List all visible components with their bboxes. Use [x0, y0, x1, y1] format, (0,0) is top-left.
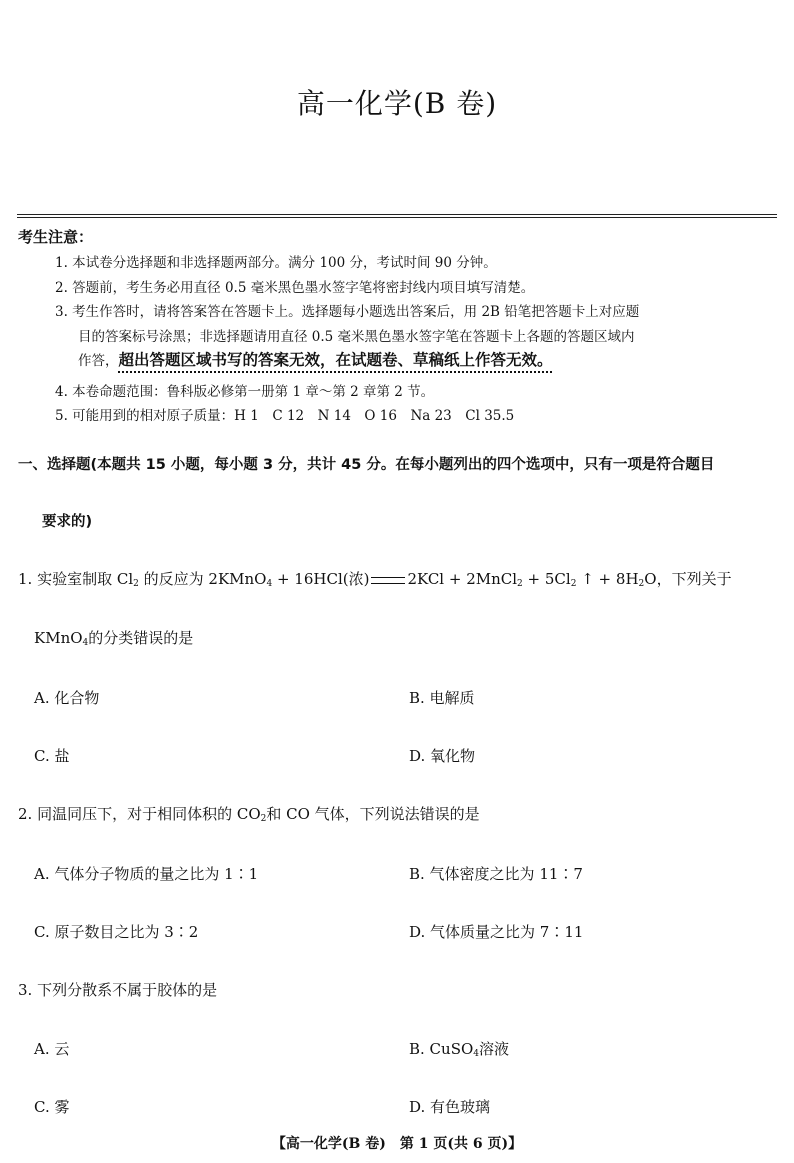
q2-text: 和 CO 气体，下列说法错误的是	[266, 805, 480, 823]
q1-subscript: 2	[570, 579, 577, 589]
q1-option-c: C. 盐	[34, 747, 70, 765]
q3-option-b	[409, 1038, 509, 1059]
section-heading: 一、选择题(本题共 15 小题，每小题 3 分，共计 45 分。在每小题列出的四个选项中，只有一项是符合题目	[18, 457, 715, 473]
q1-option-b: B. 电解质	[409, 689, 475, 707]
section-heading-cont: 要求的)	[42, 514, 93, 530]
page-footer: 【高一化学(B 卷) 第 1 页(共 6 页)】	[271, 1136, 523, 1152]
notice-item-3-cont: 目的答案标号涂黑；非选择题请用直径 0.5 毫米黑色墨水签字笔在答题卡上各题的答题区域内	[78, 329, 635, 345]
notice-item-4: 4. 本卷命题范围：鲁科版必修第一册第 1 章～第 2 章第 2 节。	[55, 384, 435, 400]
notice-item-5: 5. 可能用到的相对原子质量：H 1 C 12 N 14 O 16 Na 23 Cl 35.5	[55, 408, 515, 424]
q1-subscript: 2	[517, 579, 523, 589]
q1-text: O，下列关于	[644, 570, 732, 588]
q1-subscript: 4	[266, 579, 273, 589]
q2-text: 2. 同温同压下，对于相同体积的 CO	[18, 805, 261, 823]
q2-option-d: D. 气体质量之比为 7∶11	[409, 923, 584, 941]
q1-text: 2KCl + 2MnCl	[407, 570, 518, 588]
q2-subscript: 2	[260, 814, 267, 824]
notice-item-3-cont2	[78, 348, 553, 370]
page-title: 高一化学(B 卷)	[296, 87, 498, 120]
notice-heading: 考生注意：	[18, 228, 94, 246]
q1-text: + 5Cl	[522, 570, 571, 588]
q3-subscript: 4	[473, 1049, 480, 1059]
q1-text: + 16HCl(浓)	[272, 570, 370, 588]
q1-subscript: 2	[133, 579, 139, 589]
question-1-stem	[18, 568, 732, 589]
divider-line	[17, 214, 777, 215]
q2-option-c: C. 原子数目之比为 3∶2	[34, 923, 199, 941]
equals-sign-icon	[371, 577, 405, 584]
question-1-stem-cont	[34, 627, 193, 648]
notice-item-2: 2. 答题前，考生务必用直径 0.5 毫米黑色墨水签字笔将密封线内项目填写清楚。	[55, 280, 535, 296]
q1-text: KMnO	[34, 629, 83, 647]
q1-text: ↑ + 8H	[576, 570, 639, 588]
q2-option-a: A. 气体分子物质的量之比为 1∶1	[34, 865, 259, 883]
notice-item-1: 1. 本试卷分选择题和非选择题两部分。满分 100 分，考试时间 90 分钟。	[55, 255, 497, 271]
notice-item-3-prefix: 作答，	[78, 353, 119, 369]
notice-item-3: 3. 考生作答时，请将答案答在答题卡上。选择题每小题选出答案后，用 2B 铅笔把答题卡上对应题	[55, 304, 640, 320]
question-2-stem	[18, 803, 480, 824]
q1-option-d: D. 氧化物	[409, 747, 476, 765]
q3-text: B. CuSO	[409, 1040, 474, 1058]
q3-option-c: C. 雾	[34, 1098, 70, 1116]
q1-text: 的反应为 2KMnO	[138, 570, 267, 588]
question-3-stem: 3. 下列分散系不属于胶体的是	[18, 981, 218, 999]
q1-subscript: 2	[638, 579, 645, 589]
q1-text: 1. 实验室制取 Cl	[18, 570, 134, 588]
notice-emphasis: 超出答题区域书写的答案无效，在试题卷、草稿纸上作答无效。	[118, 351, 553, 369]
q1-text: 的分类错误的是	[88, 629, 194, 647]
q2-option-b: B. 气体密度之比为 11∶7	[409, 865, 583, 883]
q3-text: 溶液	[479, 1040, 510, 1058]
q1-subscript: 4	[82, 638, 89, 648]
q3-option-a: A. 云	[34, 1040, 70, 1058]
divider-line	[17, 217, 777, 218]
q1-option-a: A. 化合物	[34, 689, 100, 707]
q3-option-d: D. 有色玻璃	[409, 1098, 491, 1116]
